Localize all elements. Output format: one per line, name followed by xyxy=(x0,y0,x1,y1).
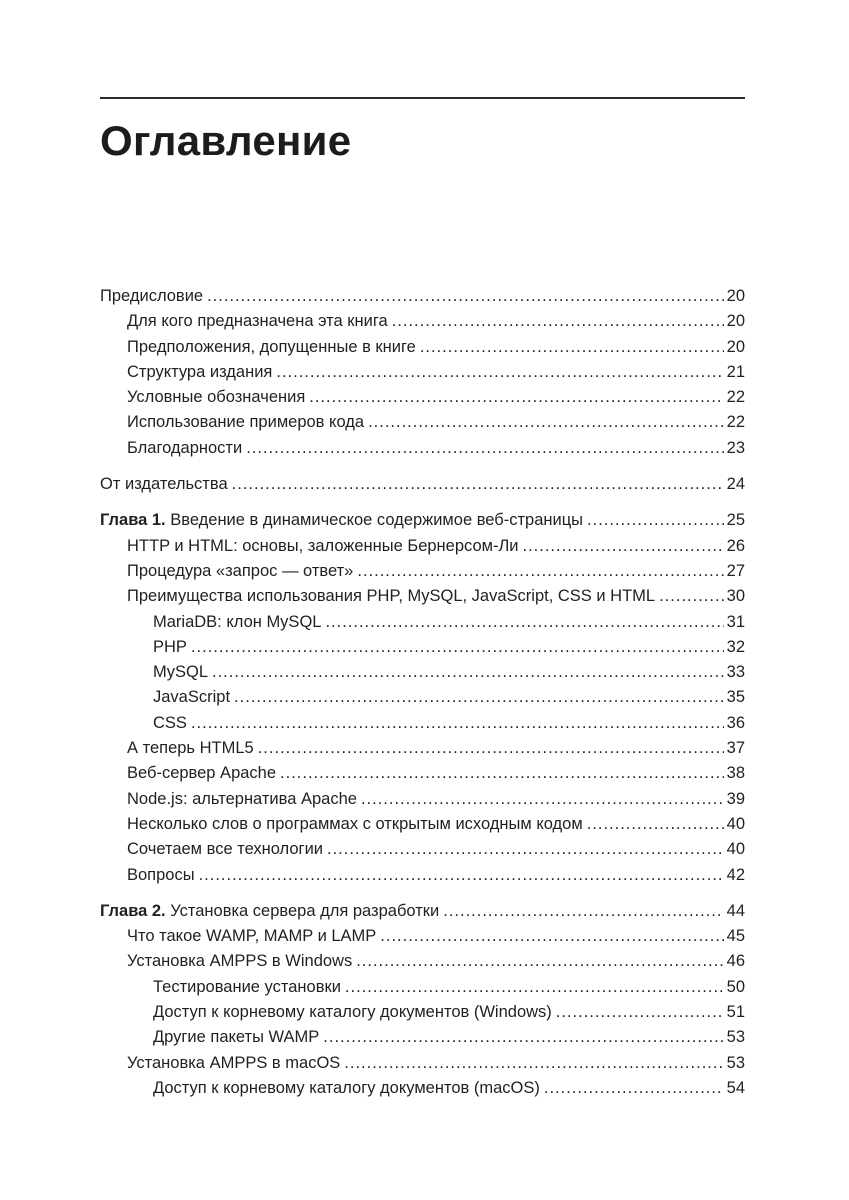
toc-entry-label: Благодарности xyxy=(127,438,243,457)
toc-page-number: 40 xyxy=(726,840,745,859)
toc-entry-label: Node.js: альтернатива Apache xyxy=(127,789,357,808)
toc-page-number: 39 xyxy=(726,789,745,808)
toc-page-number: 44 xyxy=(726,901,745,920)
toc-page-number: 51 xyxy=(726,1003,745,1022)
dot-leader xyxy=(232,472,724,497)
dot-leader xyxy=(361,787,724,812)
toc-page-number: 35 xyxy=(726,688,745,707)
toc-entry-label: MySQL xyxy=(153,663,209,682)
toc-page-number: 50 xyxy=(726,977,745,996)
toc-entry-label: Доступ к корневому каталогу документов (macOS) xyxy=(153,1078,540,1097)
toc-entry-label: Структура издания xyxy=(127,362,273,381)
dot-leader xyxy=(280,761,724,786)
dot-leader xyxy=(443,899,723,924)
toc-entry-label: Установка AMPPS в macOS xyxy=(127,1053,341,1072)
toc-entry-label: Предисловие xyxy=(100,287,204,305)
toc-entry-label: Тестирование установки xyxy=(153,977,341,996)
toc-row xyxy=(100,534,745,559)
toc-entry-label: Другие пакеты WAMP xyxy=(153,1028,320,1047)
toc-row xyxy=(100,949,745,974)
toc-row xyxy=(100,508,745,533)
dot-leader xyxy=(556,1000,724,1025)
toc-entry-label: Вопросы xyxy=(127,865,195,884)
toc-page-number: 42 xyxy=(726,865,745,884)
toc-row xyxy=(100,1076,745,1101)
toc-page-number: 37 xyxy=(726,739,745,758)
toc-page-number: 31 xyxy=(726,612,745,631)
toc-entry-label: Процедура «запрос — ответ» xyxy=(127,561,354,580)
toc-entry-label: Условные обозначения xyxy=(127,388,306,407)
dot-leader xyxy=(199,863,724,888)
toc-row xyxy=(100,360,745,385)
toc-row xyxy=(100,472,745,497)
dot-leader xyxy=(544,1076,724,1101)
toc-row xyxy=(100,975,745,1000)
toc-row xyxy=(100,711,745,736)
toc-page-number: 53 xyxy=(726,1053,745,1072)
toc-row xyxy=(100,736,745,761)
toc-page-number: 21 xyxy=(726,362,745,381)
dot-leader xyxy=(380,924,723,949)
dot-leader xyxy=(345,975,724,1000)
chapter-prefix: Глава 2. xyxy=(100,901,171,920)
dot-leader xyxy=(356,949,723,974)
toc-entry-label: HTTP и HTML: основы, заложенные Бернерсом-Ли xyxy=(127,536,519,555)
toc-row xyxy=(100,863,745,888)
toc-page-number: 24 xyxy=(726,475,745,494)
toc-entry-label: Преимущества использования PHP, MySQL, JavaScript, CSS и HTML xyxy=(127,587,656,606)
toc-page-number: 53 xyxy=(726,1028,745,1047)
toc-row xyxy=(100,385,745,410)
dot-leader xyxy=(587,508,724,533)
toc-row xyxy=(100,899,745,924)
toc-row xyxy=(100,284,745,309)
toc-row xyxy=(100,436,745,461)
dot-leader xyxy=(327,837,724,862)
toc-page-number: 20 xyxy=(726,312,745,331)
toc-list xyxy=(100,284,745,1101)
dot-leader xyxy=(323,1025,723,1050)
toc-page-number: 22 xyxy=(726,388,745,407)
toc-row xyxy=(100,584,745,609)
toc-page-number: 32 xyxy=(726,637,745,656)
toc-row xyxy=(100,410,745,435)
toc-entry-label: Веб-сервер Apache xyxy=(127,764,277,783)
toc-entry-label: От издательства xyxy=(100,475,228,494)
toc-row xyxy=(100,635,745,660)
toc-page-number: 25 xyxy=(726,511,745,530)
toc-page-number: 46 xyxy=(726,952,745,971)
toc-row xyxy=(100,335,745,360)
dot-leader xyxy=(212,660,724,685)
toc-page-number: 26 xyxy=(726,536,745,555)
toc-page-number: 36 xyxy=(726,713,745,732)
toc-row xyxy=(100,837,745,862)
dot-leader xyxy=(344,1051,723,1076)
toc-page-number: 20 xyxy=(726,287,745,305)
toc-entry-label: Глава 2. Установка сервера для разработки xyxy=(100,901,440,920)
chapter-prefix: Глава 1. xyxy=(100,511,171,530)
toc-row xyxy=(100,1000,745,1025)
toc-entry-label: Несколько слов о программах с открытым исходным кодом xyxy=(127,814,583,833)
toc-entry-label: Сочетаем все технологии xyxy=(127,840,324,859)
page-title: Оглавление xyxy=(100,117,352,164)
toc-row xyxy=(100,1025,745,1050)
toc-entry-label: Что такое WAMP, MAMP и LAMP xyxy=(127,927,377,946)
toc-page-number: 20 xyxy=(726,337,745,356)
toc-entry-label: Доступ к корневому каталогу документов (Windows) xyxy=(153,1003,552,1022)
toc-page-number: 38 xyxy=(726,764,745,783)
dot-leader xyxy=(276,360,723,385)
toc-row xyxy=(100,685,745,710)
dot-leader xyxy=(659,584,724,609)
dot-leader xyxy=(523,534,724,559)
dot-leader xyxy=(191,711,724,736)
header-rule xyxy=(100,97,745,99)
dot-leader xyxy=(420,335,724,360)
dot-leader xyxy=(357,559,723,584)
dot-leader xyxy=(392,309,724,334)
toc-entry-label: Глава 1. Введение в динамическое содержимое веб-страницы xyxy=(100,511,584,530)
page-content xyxy=(100,97,745,1101)
dot-leader xyxy=(368,410,724,435)
toc-row xyxy=(100,812,745,837)
dot-leader xyxy=(246,436,723,461)
toc-entry-label: CSS xyxy=(153,713,187,732)
dot-leader xyxy=(325,610,723,635)
toc-entry-label: JavaScript xyxy=(153,688,231,707)
toc-page-number: 23 xyxy=(726,438,745,457)
toc-entry-label: Предположения, допущенные в книге xyxy=(127,337,416,356)
dot-leader xyxy=(234,685,724,710)
toc-page-number: 30 xyxy=(726,587,745,606)
toc-entry-label: Для кого предназначена эта книга xyxy=(127,312,388,331)
dot-leader xyxy=(587,812,724,837)
toc-entry-label: А теперь HTML5 xyxy=(127,739,254,758)
toc-entry-label: PHP xyxy=(153,637,187,656)
toc-row xyxy=(100,787,745,812)
dot-leader xyxy=(207,284,724,309)
toc-page-number: 54 xyxy=(726,1078,745,1097)
toc-row xyxy=(100,559,745,584)
toc-page-number: 45 xyxy=(726,927,745,946)
dot-leader xyxy=(191,635,724,660)
toc-entry-label: MariaDB: клон MySQL xyxy=(153,612,322,631)
dot-leader xyxy=(309,385,723,410)
toc-row xyxy=(100,761,745,786)
toc-entry-label: Установка AMPPS в Windows xyxy=(127,952,353,971)
toc-row xyxy=(100,660,745,685)
toc-row xyxy=(100,924,745,949)
toc-row xyxy=(100,1051,745,1076)
toc-row xyxy=(100,610,745,635)
dot-leader xyxy=(258,736,724,761)
toc-page-number: 40 xyxy=(726,814,745,833)
toc-page-number: 33 xyxy=(726,663,745,682)
toc-entry-label: Использование примеров кода xyxy=(127,413,365,432)
toc-page-number: 27 xyxy=(726,561,745,580)
toc-row xyxy=(100,309,745,334)
toc-page-number: 22 xyxy=(726,413,745,432)
